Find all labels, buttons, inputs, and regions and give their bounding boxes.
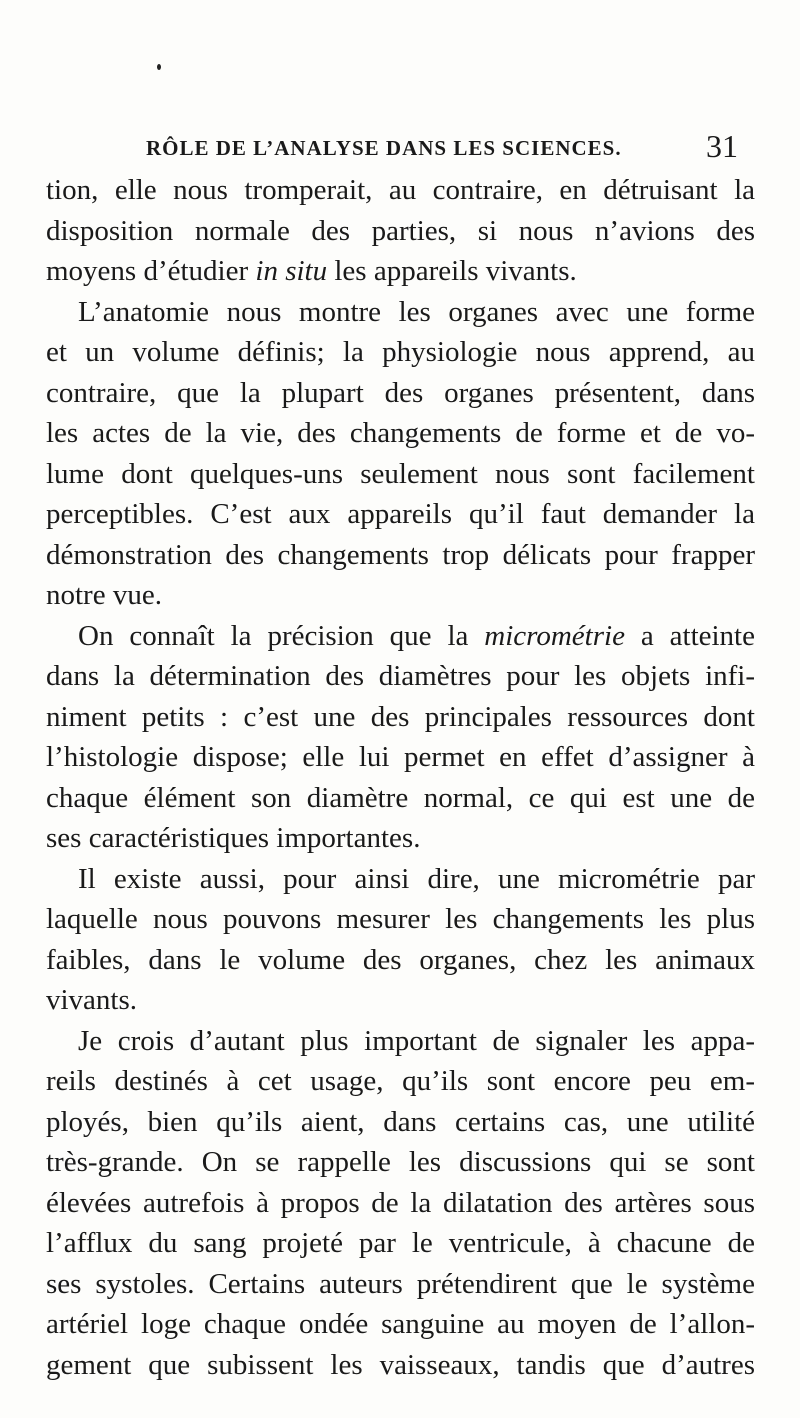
text-line: gement que subissent les vaisseaux, tandis que d’autres <box>46 1348 755 1381</box>
running-header <box>0 128 800 168</box>
text-line: démonstration des changements trop délicats pour frapper <box>46 538 755 571</box>
text-line: artériel loge chaque ondée sanguine au moyen de l’allon- <box>46 1308 755 1340</box>
text-line: Il existe aussi, pour ainsi dire, une micrométrie par <box>78 862 755 895</box>
text-line: ployés, bien qu’ils aient, dans certains cas, une utilité <box>46 1105 755 1138</box>
paragraph <box>46 859 755 1021</box>
text-line: élevées autrefois à propos de la dilatation des artères sous <box>46 1186 755 1219</box>
text-line: ses caractéristiques importantes. <box>46 822 421 854</box>
text-line: et un volume définis; la physiologie nous apprend, au <box>46 336 755 368</box>
text-span: les appareils vivants. <box>327 255 577 287</box>
body-text <box>46 170 755 1385</box>
text-span: a atteinte <box>624 619 755 652</box>
ink-speck <box>157 64 161 70</box>
text-line: très-grande. On se rappelle les discussions qui se sont <box>46 1146 755 1178</box>
text-line: L’anatomie nous montre les organes avec une forme <box>78 295 755 328</box>
text-line: chaque élément son diamètre normal, ce qui est une de <box>46 781 755 814</box>
text-line: l’histologie dispose; elle lui permet en effet d’assigner à <box>46 741 755 773</box>
paragraph <box>46 292 755 616</box>
text-line: les actes de la vie, des changements de forme et de vo- <box>46 417 755 449</box>
text-line: faibles, dans le volume des organes, chez les animaux <box>46 943 755 976</box>
text-line: lume dont quelques-uns seulement nous sont facilement <box>46 457 755 490</box>
text-line: ses systoles. Certains auteurs prétendirent que le système <box>46 1267 755 1300</box>
text-line: laquelle nous pouvons mesurer les changements les plus <box>46 903 755 935</box>
text-line: vivants. <box>46 984 138 1016</box>
text-line: Je crois d’autant plus important de signaler les appa- <box>78 1024 755 1057</box>
text-line: contraire, que la plupart des organes présentent, dans <box>46 376 755 409</box>
text-line <box>46 616 755 657</box>
text-span: On connaît la précision que la <box>78 619 485 652</box>
italic-term: micrométrie <box>484 619 625 652</box>
text-line: niment petits : c’est une des principales ressources dont <box>46 700 755 733</box>
text-span: moyens d’étudier <box>46 255 256 287</box>
italic-term: in situ <box>255 255 328 287</box>
text-line: perceptibles. C’est aux appareils qu’il faut demander la <box>46 498 755 530</box>
running-title: RÔLE DE L’ANALYSE DANS LES SCIENCES. <box>146 136 622 160</box>
page-number: 31 <box>706 128 738 164</box>
text-line: notre vue. <box>46 579 162 611</box>
text-line: dans la détermination des diamètres pour les objets infi- <box>46 660 755 692</box>
text-line: tion, elle nous tromperait, au contraire, en détruisant la <box>46 174 755 206</box>
text-line <box>46 251 755 292</box>
paragraph <box>46 1021 755 1386</box>
paragraph <box>46 616 755 859</box>
paragraph <box>46 170 755 292</box>
text-line: disposition normale des parties, si nous n’avions des <box>46 214 755 247</box>
text-line: reils destinés à cet usage, qu’ils sont encore peu em- <box>46 1065 755 1097</box>
text-line: l’afflux du sang projeté par le ventricule, à chacune de <box>46 1227 755 1259</box>
